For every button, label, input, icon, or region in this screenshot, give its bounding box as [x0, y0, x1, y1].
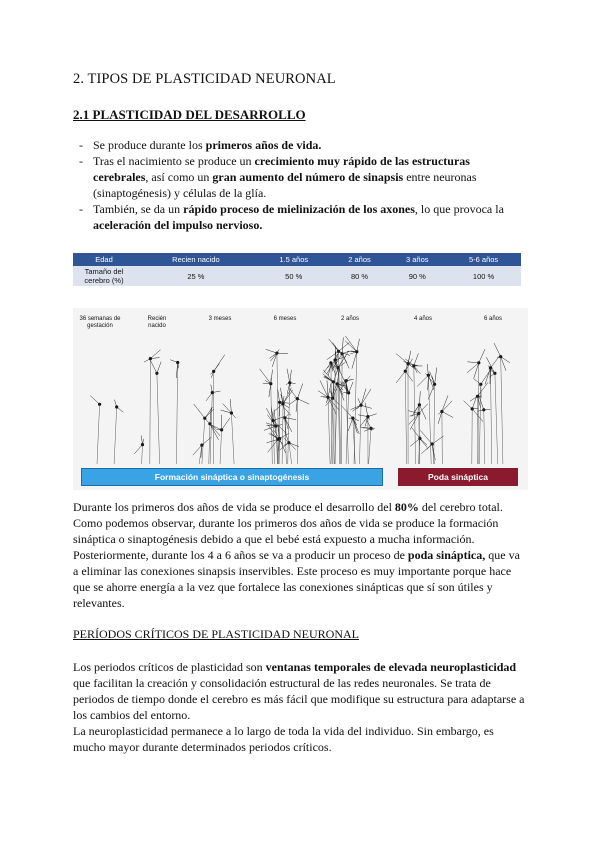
- neuron-column: [260, 349, 310, 464]
- table-row: [73, 266, 521, 286]
- neuron-column: [90, 396, 123, 464]
- neuron-column: [318, 336, 377, 464]
- bold-text: poda sináptica,: [407, 548, 486, 562]
- neuron-column: [134, 350, 179, 464]
- table-header-cell: 1.5 años: [257, 253, 331, 266]
- table-cell: 50 %: [257, 266, 331, 286]
- stage-label: 4 años: [413, 316, 432, 322]
- text-run: Los periodos críticos de plasticidad son: [73, 660, 266, 674]
- paragraph: [73, 499, 528, 611]
- critical-periods-heading: PERÍODOS CRÍTICOS DE PLASTICIDAD NEURONAL: [73, 627, 360, 641]
- stage-label: 36 semanas de gestación: [79, 316, 121, 329]
- neuron-illustration: [73, 336, 528, 466]
- bold-text: rápido proceso de mielinización de los axones: [183, 202, 415, 216]
- neuron-column: [193, 355, 236, 464]
- stage-label: Recién nacido: [147, 316, 167, 329]
- synaptogenesis-bar: Formación sináptica o sinaptogénesis: [81, 468, 383, 486]
- bold-text: crecimiento muy rápido de las estructuras cerebrales: [93, 154, 470, 184]
- table-header-row: [73, 253, 521, 266]
- text-run: Tras el nacimiento se produce un: [93, 154, 255, 168]
- text-run: También, se da un: [93, 202, 184, 216]
- bullet-item: [73, 153, 528, 201]
- brain-size-table: [73, 253, 521, 286]
- text-run: que facilitan la creación y consolidación estructural de las redes neuronales. Se trata de periodos de tiempo donde el cerebro es más fácil que modifique su estructura para adaptarse a los cambios del entorno.: [73, 676, 525, 722]
- neuron-column: [396, 351, 453, 464]
- neuron-column: [464, 343, 510, 464]
- paragraph: [73, 659, 528, 723]
- table-header-cell: Recien nacido: [135, 253, 257, 266]
- table-header-cell: 5-6 años: [446, 253, 521, 266]
- text-run: que va a eliminar las conexiones sinapsis inservibles. Este proceso es muy importante porque hace que se ahorre energía a la vez que fortalece las conexiones sinápticas que sí son útiles y relevantes.: [73, 548, 520, 610]
- bullet-item: [73, 201, 528, 233]
- table-header-cell: 2 años: [331, 253, 389, 266]
- stage-label: 6 meses: [273, 316, 297, 322]
- stage-label: 6 años: [483, 316, 502, 322]
- text-run: , así como un: [145, 170, 213, 184]
- text-run: Durante los primeros dos años de vida se produce el desarrollo del: [73, 500, 395, 514]
- bold-text: primeros años de vida.: [205, 138, 322, 152]
- bullet-list: [73, 137, 528, 233]
- bold-text: gran aumento del número de sinapsis: [212, 170, 404, 184]
- text-run: , lo que provoca la: [414, 202, 504, 216]
- table-header-cell: Edad: [73, 253, 135, 266]
- table-cell: Tamaño del cerebro (%): [73, 266, 135, 286]
- table-header-cell: 3 años: [388, 253, 446, 266]
- text-run: del cerebro total. Como podemos observar, durante los primeros dos años de vida se produce la formación sináptica o sinaptogénesis debido a que el bebé está expuesto a mucha información. Posteriormente, durante los 4 a 6 años se va a producir un proceso de: [73, 500, 503, 562]
- bold-text: 80%: [394, 500, 419, 514]
- text-run: entre neuronas (sinaptogénesis) y células de la glía.: [93, 170, 477, 200]
- table-cell: 100 %: [446, 266, 521, 286]
- stage-label: 2 años: [340, 316, 359, 322]
- section-heading: 2. TIPOS DE PLASTICIDAD NEURONAL: [73, 71, 336, 87]
- synaptic-pruning-bar: Poda sináptica: [398, 468, 518, 486]
- text-run: Se produce durante los: [93, 138, 206, 152]
- bold-text: ventanas temporales de elevada neuroplasticidad: [265, 660, 517, 674]
- stage-label: 3 meses: [208, 316, 232, 322]
- table-cell: 25 %: [135, 266, 257, 286]
- bullet-item: [73, 137, 528, 153]
- table-cell: 90 %: [388, 266, 446, 286]
- neuron-development-figure: [73, 308, 528, 490]
- table-cell: 80 %: [331, 266, 389, 286]
- paragraph: La neuroplasticidad permanece a lo largo de toda la vida del individuo. Sin embargo, es mucho mayor durante determinados periodos críticos.: [73, 724, 494, 754]
- subsection-heading: 2.1 PLASTICIDAD DEL DESARROLLO: [73, 107, 306, 122]
- bold-text: aceleración del impulso nervioso.: [93, 218, 263, 232]
